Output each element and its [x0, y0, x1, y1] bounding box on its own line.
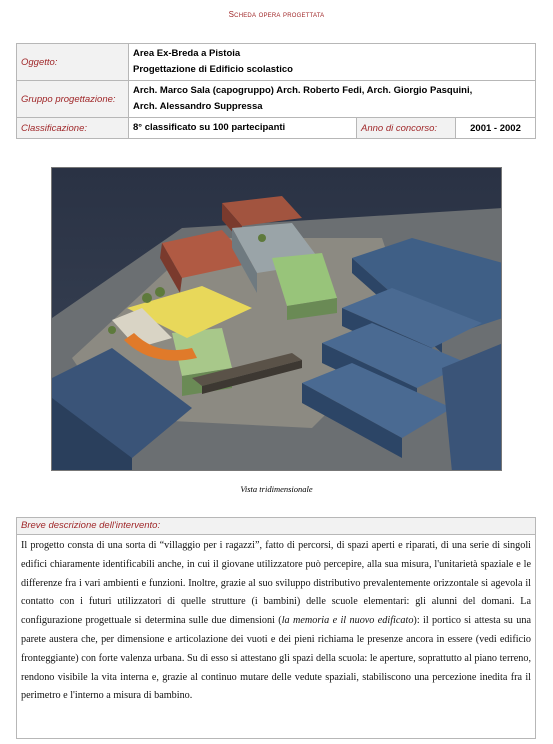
- oggetto-line-1: Area Ex-Breda a Pistoia: [133, 48, 241, 59]
- oggetto-row: [17, 44, 536, 81]
- gruppo-value: [129, 81, 536, 118]
- description-box: [16, 517, 536, 739]
- figure-caption: Vista tridimensionale: [240, 484, 313, 494]
- oggetto-line-2: Progettazione di Edificio scolastico: [133, 64, 293, 75]
- rendering-3d-image: [51, 167, 502, 471]
- description-title: Breve descrizione dell'intervento:: [17, 518, 535, 535]
- classificazione-row: [17, 118, 536, 139]
- gruppo-label: Gruppo progettazione:: [17, 81, 129, 118]
- oggetto-value: [129, 44, 536, 81]
- description-text-part-1: Il progetto consta di una sorta di “villaggio per i ragazzi”, fatto di percorsi, di spazi aperti e riparati, di una serie di singoli edifici chiaramente identificabili anche, in cui il giovane utilizzatore può percepire, alla sua misura, l'unitarietà spaziale e le differenze fra i vari ambienti e funzioni. Inoltre, grazie al suo sviluppo distributivo prevalentemente orizzontale si agevola il contatto con i futuri utilizzatori di quelle strutture (i bambini) delle scuole elementari: gli alunni del domani. La configurazione progettuale si determina sulle due dimensioni (: [21, 540, 531, 627]
- description-text: [17, 535, 535, 706]
- page-heading: Scheda opera progettata: [228, 10, 325, 19]
- classificazione-value: 8° classificato su 100 partecipanti: [129, 118, 357, 139]
- gruppo-line-1: Arch. Marco Sala (capogruppo) Arch. Roberto Fedi, Arch. Giorgio Pasquini,: [133, 85, 473, 96]
- description-emphasis: la memoria e il nuovo edificato: [281, 615, 414, 627]
- anno-value: 2001 - 2002: [456, 118, 536, 139]
- description-text-part-2: ): il portico si attesta su una parete austera che, per dimensione e articolazione dei vuoti e dei pieni richiama le presenze ancora in essere (vedi edificio fronteggiante) con forte valenza urbana. Su di esso si attestano gli spazi della scuola: le aperture, soprattutto al piano terreno, rendono visibile la vita interna e, grazie al continuo mutare delle vedute spaziali, stabiliscono una percezione inedita fra il perimetro e l'interno a misura di bambino.: [21, 615, 531, 702]
- classificazione-label: Classificazione:: [17, 118, 129, 139]
- anno-label: Anno di concorso:: [357, 118, 456, 139]
- gruppo-line-2: Arch. Alessandro Suppressa: [133, 101, 263, 112]
- oggetto-label: Oggetto:: [17, 44, 129, 81]
- gruppo-row: [17, 81, 536, 118]
- project-info-table: [16, 43, 536, 139]
